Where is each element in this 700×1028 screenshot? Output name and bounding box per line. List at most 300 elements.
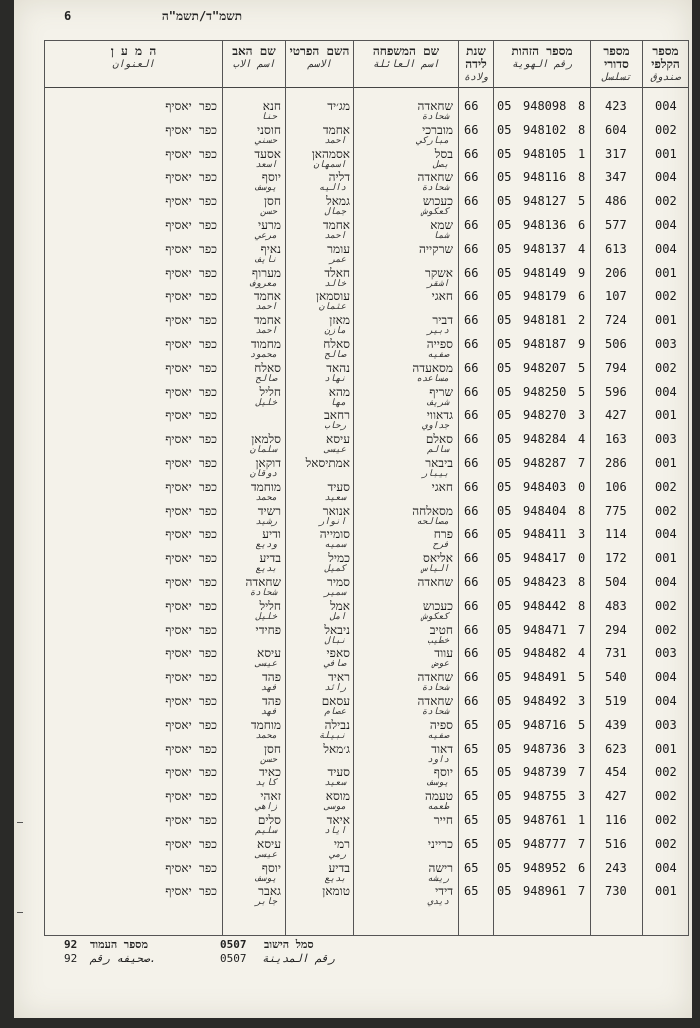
address-cell: כפר יאסיף (165, 360, 217, 375)
father-name-arabic: مرعي (255, 231, 277, 241)
id-number-cell: 948127 (523, 194, 567, 209)
serial-cell: 504 (605, 575, 627, 589)
id-prefix-cell: 05 (497, 432, 512, 447)
table-row (45, 837, 688, 861)
family-name-arabic: الياس (421, 564, 449, 575)
family-name-arabic: يوسف (427, 778, 449, 789)
ballot-box-cell: 004 (655, 99, 677, 113)
first-name-arabic: اسمهان (313, 159, 346, 170)
address-cell: כפר יאסיף (165, 146, 217, 161)
id-check-digit: 6 (578, 860, 586, 875)
id-check-digit: 3 (578, 789, 586, 804)
family-name-arabic: دبير (427, 326, 449, 337)
table-row (45, 480, 688, 504)
father-name-cell: חסן (264, 194, 281, 209)
family-name-arabic: ديدي (427, 897, 449, 908)
first-name-cell: רחאב (324, 408, 350, 423)
table-row (45, 813, 688, 837)
address-cell: כפר יאסיף (165, 789, 217, 804)
id-prefix-cell: 05 (497, 646, 512, 661)
family-name-arabic: كعكوش (421, 611, 449, 622)
id-check-digit: 4 (578, 432, 586, 447)
id-number-cell: 948270 (523, 408, 567, 423)
address-cell: כפר יאסיף (165, 337, 217, 351)
id-check-digit: 3 (578, 694, 586, 708)
table-row (45, 385, 688, 409)
id-number-cell: 948423 (523, 575, 567, 589)
serial-cell: 427 (605, 789, 627, 804)
id-prefix-cell: 05 (497, 717, 512, 732)
serial-cell: 775 (605, 503, 627, 518)
id-check-digit: 5 (578, 194, 586, 209)
birth-year-cell: 66 (464, 479, 479, 494)
id-check-digit: 3 (578, 408, 586, 423)
family-name-cell: שחאדה (417, 670, 453, 685)
table-row (45, 646, 688, 670)
father-name-arabic: يوسف (255, 183, 277, 194)
serial-cell: 604 (605, 122, 627, 137)
family-name-arabic: جداوي (421, 421, 449, 432)
father-name-arabic: كايد (255, 778, 277, 789)
birth-year-cell: 66 (464, 598, 479, 613)
id-number-cell: 948136 (523, 218, 567, 232)
table-row (45, 99, 688, 123)
id-number-cell: 948098 (523, 99, 567, 113)
id-prefix-cell: 05 (497, 99, 512, 113)
id-number-cell: 948961 (523, 884, 567, 899)
family-name-arabic: شحادة (421, 707, 449, 717)
page-value-ar: 92 (64, 952, 78, 965)
father-name-cell: יוסף (261, 860, 281, 875)
first-name-cell: מאזן (329, 313, 350, 328)
father-name-cell: אסעד (254, 146, 281, 161)
id-check-digit: 7 (578, 456, 586, 470)
father-name-arabic: اسعد (255, 159, 277, 170)
family-name-cell: שחאדה (417, 575, 453, 589)
ballot-box-cell: 004 (655, 575, 677, 589)
table-row (45, 599, 688, 623)
id-prefix-cell: 05 (497, 241, 512, 256)
address-cell: כפר יאסיף (165, 241, 217, 256)
father-name-arabic: احمد (255, 302, 277, 313)
family-name-cell: חטיב (429, 622, 453, 637)
id-number-cell: 948952 (523, 860, 567, 875)
family-name-cell: מוברכי (422, 122, 453, 137)
address-cell: כפר יאסיף (165, 765, 217, 780)
birth-year-cell: 66 (464, 670, 479, 685)
first-name-cell: אחמד (322, 218, 350, 232)
family-name-cell: שרקייה (418, 241, 453, 256)
col-header-birth-year: שנת לידה ولادة (458, 41, 493, 87)
birth-year-cell: 65 (464, 813, 479, 827)
id-prefix-cell: 05 (497, 836, 512, 851)
father-name-cell: מחמוד (250, 337, 281, 351)
father-name-cell: פהד (262, 670, 281, 685)
father-name-arabic: بديع (255, 564, 277, 575)
birth-year-cell: 65 (464, 789, 479, 804)
table-row (45, 456, 688, 480)
id-prefix-cell: 05 (497, 170, 512, 185)
id-prefix-cell: 05 (497, 456, 512, 470)
father-name-arabic: خليل (255, 611, 277, 622)
id-number-cell: 948411 (523, 527, 567, 542)
family-name-arabic: ريشه (427, 873, 449, 884)
family-name-arabic: شما (432, 231, 449, 241)
id-number-cell: 948491 (523, 670, 567, 685)
first-name-arabic: كميل (324, 564, 346, 575)
id-check-digit: 9 (578, 337, 586, 351)
first-name-cell: עומר (327, 241, 350, 256)
father-name-arabic: احمد (255, 326, 277, 337)
address-cell: כפר יאסיף (165, 717, 217, 732)
first-name-cell: נהאד (326, 360, 350, 375)
family-name-cell: גדאווי (426, 408, 453, 423)
family-name-cell: ספייה (426, 337, 453, 351)
father-name-arabic: دوقان (249, 469, 277, 479)
family-name-cell: כעכוש (422, 598, 453, 613)
father-name-arabic: حسن (260, 754, 277, 765)
id-prefix-cell: 05 (497, 479, 512, 494)
birth-year-cell: 66 (464, 146, 479, 161)
family-name-arabic: صفيه (427, 730, 449, 741)
birth-year-cell: 66 (464, 575, 479, 589)
id-number-cell: 948755 (523, 789, 567, 804)
id-check-digit: 8 (578, 598, 586, 613)
family-name-cell: יוסף (433, 765, 453, 780)
table-row (45, 504, 688, 528)
father-name-cell: עיסא (257, 646, 281, 661)
table-row (45, 408, 688, 432)
address-cell: כפר יאסיף (165, 384, 217, 399)
birth-year-cell: 66 (464, 432, 479, 447)
id-number-cell: 948250 (523, 384, 567, 399)
id-prefix-cell: 05 (497, 122, 512, 137)
father-name-cell: זאהי (260, 789, 281, 804)
serial-cell: 423 (605, 99, 627, 113)
family-name-cell: דאוד (431, 741, 453, 756)
birth-year-cell: 66 (464, 265, 479, 280)
father-name-cell: חסן (264, 741, 281, 756)
id-prefix-cell: 05 (497, 575, 512, 589)
id-prefix-cell: 05 (497, 598, 512, 613)
father-name-arabic: فهد (260, 683, 277, 694)
father-name-cell: מערוף (251, 265, 281, 280)
id-check-digit: 8 (578, 503, 586, 518)
table-row (45, 527, 688, 551)
serial-cell: 454 (605, 765, 627, 780)
settlement-label-he: סמל הישוב (264, 938, 314, 951)
family-name-cell: מסאעדה (412, 360, 453, 375)
first-name-cell: סומייה (319, 527, 350, 542)
address-cell: כפר יאסיף (165, 265, 217, 280)
address-cell: כפר יאסיף (165, 456, 217, 470)
ballot-box-cell: 001 (655, 313, 677, 328)
father-name-cell: אחמד (253, 289, 281, 304)
serial-cell: 483 (605, 598, 627, 613)
table-row (45, 337, 688, 361)
id-check-digit: 5 (578, 670, 586, 685)
father-name-cell: רשיד (257, 503, 281, 518)
family-name-arabic: مصالحه (416, 516, 449, 527)
id-check-digit: 1 (578, 813, 586, 827)
id-number-cell: 948116 (523, 170, 567, 185)
document-page (14, 0, 692, 1018)
address-cell: כפר יאסיף (165, 575, 217, 589)
ballot-box-cell: 001 (655, 741, 677, 756)
table-row (45, 170, 688, 194)
voter-table (44, 40, 689, 936)
family-name-cell: דידי (435, 884, 453, 899)
page-header (14, 9, 692, 25)
id-prefix-cell: 05 (497, 789, 512, 804)
father-name-arabic: حسن (260, 207, 277, 218)
father-name-arabic: معروف (249, 278, 277, 289)
id-check-digit: 7 (578, 622, 586, 637)
birth-year-cell: 66 (464, 337, 479, 351)
birth-year-cell: 66 (464, 527, 479, 542)
col-header-first-name: השם הפרטי الاسم (285, 41, 353, 87)
family-name-arabic: اشقر (427, 278, 449, 289)
id-number-cell: 948207 (523, 360, 567, 375)
first-name-arabic: سعيد (324, 492, 346, 503)
ballot-box-cell: 002 (655, 622, 677, 637)
birth-year-cell: 66 (464, 241, 479, 256)
family-name-cell: בסל (434, 146, 453, 161)
first-name-cell: מג׳יד (327, 99, 350, 113)
serial-cell: 286 (605, 456, 627, 470)
father-name-cell: חליל (259, 384, 281, 399)
id-number-cell: 948404 (523, 503, 567, 518)
family-name-cell: אשקר (424, 265, 453, 280)
birth-year-cell: 65 (464, 884, 479, 899)
family-name-cell: חאגי (431, 289, 453, 304)
col-header-address: ה מ ע ן العنوان (110, 44, 157, 70)
father-name-cell: כאיד (259, 765, 281, 780)
id-number-cell: 948179 (523, 289, 567, 304)
ballot-box-cell: 004 (655, 218, 677, 232)
serial-cell: 540 (605, 670, 627, 685)
family-name-cell: שמא (430, 218, 453, 232)
first-name-cell: אחמד (322, 122, 350, 137)
id-prefix-cell: 05 (497, 527, 512, 542)
id-prefix-cell: 05 (497, 408, 512, 423)
family-name-cell: שריף (429, 384, 453, 399)
first-name-cell: כמיל (328, 551, 350, 566)
ballot-box-cell: 002 (655, 289, 677, 304)
serial-cell: 730 (605, 884, 627, 899)
serial-cell: 794 (605, 360, 627, 375)
first-name-cell: סמיר (327, 575, 350, 589)
table-row (45, 123, 688, 147)
first-name-arabic: داليه (318, 183, 346, 194)
first-name-arabic: رمي (329, 849, 346, 860)
ballot-box-cell: 003 (655, 646, 677, 661)
table-row (45, 575, 688, 599)
id-prefix-cell: 05 (497, 265, 512, 280)
id-number-cell: 948739 (523, 765, 567, 780)
col-header-family-name: שם המשפחה اسم العائلة (353, 41, 458, 87)
ballot-box-cell: 002 (655, 789, 677, 804)
address-cell: כפר יאסיף (165, 694, 217, 708)
father-name-cell: מרעי (258, 218, 281, 232)
id-prefix-cell: 05 (497, 670, 512, 685)
birth-year-cell: 66 (464, 313, 479, 328)
table-row (45, 194, 688, 218)
first-name-cell: דליה (328, 170, 350, 185)
serial-cell: 577 (605, 218, 627, 232)
father-name-arabic: خليل (255, 397, 277, 408)
father-name-arabic: يوسف (255, 873, 277, 884)
family-name-arabic: شحادة (421, 683, 449, 694)
family-name-arabic: شريف (427, 397, 449, 408)
page-number: 6 (64, 9, 72, 23)
family-name-arabic: شحادة (421, 112, 449, 122)
id-check-digit: 3 (578, 527, 586, 542)
ballot-box-cell: 002 (655, 122, 677, 137)
first-name-cell: מוסא (325, 789, 350, 804)
id-number-cell: 948105 (523, 146, 567, 161)
id-number-cell: 948761 (523, 813, 567, 827)
first-name-cell: ניבאל (324, 622, 350, 637)
table-row (45, 551, 688, 575)
id-number-cell: 948482 (523, 646, 567, 661)
father-name-arabic: محمد (255, 492, 277, 503)
address-cell: כפר יאסיף (165, 813, 217, 827)
table-row (45, 789, 688, 813)
table-row (45, 742, 688, 766)
father-name-arabic: شحادة (249, 588, 277, 598)
serial-cell: 206 (605, 265, 627, 280)
table-row (45, 884, 688, 908)
family-name-cell: פרח (433, 527, 453, 542)
first-name-arabic: صالح (324, 350, 346, 360)
father-name-arabic: عيسى (255, 849, 277, 860)
ballot-box-cell: 002 (655, 503, 677, 518)
id-check-digit: 8 (578, 575, 586, 589)
serial-cell: 724 (605, 313, 627, 328)
settlement-code-ar: 0507 (220, 952, 247, 965)
birth-year-cell: 66 (464, 456, 479, 470)
father-name-cell: סאלח (254, 360, 281, 375)
page-footer (44, 938, 687, 970)
table-row (45, 765, 688, 789)
family-name-cell: שחאדה (417, 99, 453, 113)
id-prefix-cell: 05 (497, 218, 512, 232)
family-name-cell: ביבאר (425, 456, 453, 470)
table-row (45, 242, 688, 266)
birth-year-cell: 65 (464, 860, 479, 875)
birth-year-cell: 65 (464, 836, 479, 851)
table-row (45, 718, 688, 742)
ballot-box-cell: 002 (655, 813, 677, 827)
father-name-cell: דוקאן (255, 456, 281, 470)
id-prefix-cell: 05 (497, 622, 512, 637)
serial-cell: 596 (605, 384, 627, 399)
margin-mark (17, 822, 23, 823)
address-cell: כפר יאסיף (165, 289, 217, 304)
first-name-cell: אמתיסאל (305, 456, 350, 470)
father-name-arabic: فهد (260, 707, 277, 717)
table-row (45, 670, 688, 694)
ballot-box-cell: 003 (655, 337, 677, 351)
address-cell: כפר יאסיף (165, 194, 217, 209)
family-name-arabic: عوض (432, 659, 449, 670)
first-name-arabic: امل (329, 611, 346, 622)
family-name-arabic: طعمه (427, 802, 449, 813)
family-name-cell: כעכוש (422, 194, 453, 209)
id-number-cell: 948137 (523, 241, 567, 256)
birth-year-cell: 65 (464, 717, 479, 732)
table-row (45, 218, 688, 242)
id-prefix-cell: 05 (497, 194, 512, 209)
ballot-box-cell: 001 (655, 146, 677, 161)
first-name-arabic: عيسى (324, 445, 346, 456)
table-row (45, 432, 688, 456)
father-name-cell: גאבר (258, 884, 281, 899)
birth-year-cell: 66 (464, 408, 479, 423)
family-name-cell: רישה (428, 860, 453, 875)
ballot-box-cell: 004 (655, 170, 677, 185)
first-name-cell: גמאל (326, 194, 350, 209)
serial-cell: 347 (605, 170, 627, 185)
serial-cell: 114 (605, 527, 627, 542)
first-name-cell: עוסמאן (315, 289, 350, 304)
address-cell: כפר יאסיף (165, 860, 217, 875)
id-prefix-cell: 05 (497, 146, 512, 161)
first-name-arabic: سعيد (324, 778, 346, 789)
id-prefix-cell: 05 (497, 384, 512, 399)
father-name-cell: יוסף (261, 170, 281, 185)
birth-year-cell: 66 (464, 194, 479, 209)
first-name-cell: בדיע (328, 860, 350, 875)
id-number-cell: 948284 (523, 432, 567, 447)
col-header-ballot-box: מספר הקלפי صندوق (642, 41, 688, 87)
id-number-cell: 948492 (523, 694, 567, 708)
table-header (45, 41, 688, 88)
father-name-cell: חליל (259, 598, 281, 613)
ballot-box-cell: 003 (655, 432, 677, 447)
id-number-cell: 948777 (523, 836, 567, 851)
id-number-cell: 948102 (523, 122, 567, 137)
family-name-cell: דביר (432, 313, 453, 328)
first-name-cell: סעיד (327, 479, 350, 494)
id-prefix-cell: 05 (497, 360, 512, 375)
id-check-digit: 6 (578, 218, 586, 232)
id-prefix-cell: 05 (497, 503, 512, 518)
id-check-digit: 4 (578, 646, 586, 661)
family-name-arabic: صفيه (427, 350, 449, 360)
birth-year-cell: 66 (464, 122, 479, 137)
address-cell: כפר יאסיף (165, 670, 217, 685)
address-cell: כפר יאסיף (165, 884, 217, 899)
ballot-box-cell: 002 (655, 765, 677, 780)
first-name-arabic: سمير (324, 588, 346, 598)
father-name-cell: שחאדה (245, 575, 281, 589)
father-name-cell: פחידי (255, 622, 281, 637)
id-prefix-cell: 05 (497, 884, 512, 899)
serial-cell: 116 (605, 813, 627, 827)
first-name-cell: עיסא (326, 432, 350, 447)
first-name-arabic: نبيلة (318, 730, 346, 741)
father-name-arabic: سلمان (249, 445, 277, 456)
id-check-digit: 0 (578, 551, 586, 566)
ballot-box-cell: 001 (655, 265, 677, 280)
address-cell: כפר יאסיף (165, 598, 217, 613)
father-name-cell: חנא (262, 99, 281, 113)
serial-cell: 172 (605, 551, 627, 566)
table-row (45, 313, 688, 337)
family-name-cell: אליאס (423, 551, 453, 566)
